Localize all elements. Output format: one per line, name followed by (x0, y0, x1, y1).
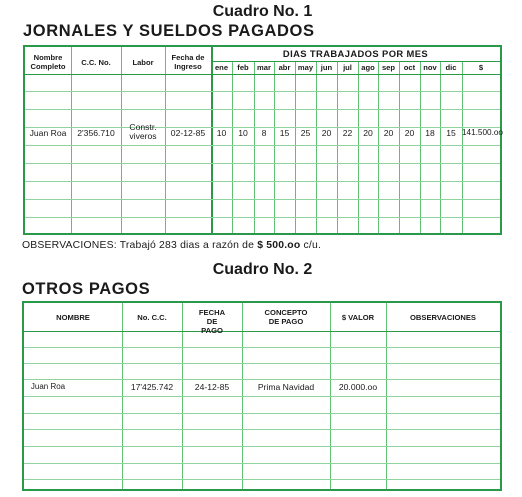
month-divider (337, 61, 338, 233)
row-line (25, 181, 500, 182)
month-divider (420, 61, 421, 233)
observaciones-amount: $ 500.oo (257, 240, 301, 251)
row-line (24, 463, 500, 464)
header-concepto: CONCEPTO DE PAGO (264, 308, 308, 326)
row-fecha: 24-12-85 (194, 382, 230, 392)
row-line (25, 145, 500, 146)
otros-pagos-table (22, 301, 502, 491)
header-line (211, 61, 500, 62)
row-valor: 20.000.oo (338, 382, 378, 392)
month-header: nov (423, 63, 437, 72)
header-line (24, 331, 500, 332)
header-dias: DIAS TRABAJADOS POR MES (282, 48, 429, 59)
header-line (25, 74, 500, 75)
header-nombre: Nombre Completo (30, 53, 66, 71)
cuadro-1-title: JORNALES Y SUELDOS PAGADOS (23, 22, 315, 40)
month-header: sep (381, 63, 396, 72)
row-line (24, 347, 500, 348)
row-dias: 18 (425, 128, 435, 138)
row-cc: 17'425.742 (130, 382, 174, 392)
row-labor: Constr. viveros (129, 122, 157, 141)
row-dias: 15 (446, 128, 456, 138)
row-dias: 20 (383, 128, 394, 138)
observaciones-label: OBSERVACIONES: (22, 240, 117, 251)
month-divider (358, 61, 359, 233)
month-header: abr (278, 63, 291, 72)
row-dias: 20 (363, 128, 373, 138)
month-divider (254, 61, 255, 233)
row-line (24, 429, 500, 430)
header-nombre: NOMBRE (56, 313, 90, 322)
row-line (25, 91, 500, 92)
row-fecha: 02-12-85 (170, 128, 206, 138)
row-line (24, 363, 500, 364)
month-divider (316, 61, 317, 233)
row-line (25, 199, 500, 200)
header-fecha: FECHA DE PAGO (198, 308, 226, 335)
row-dias: 25 (300, 128, 311, 138)
month-divider (440, 61, 441, 233)
row-dias: 22 (342, 128, 353, 138)
row-dias: 10 (238, 128, 248, 138)
header-cc: No. C.C. (137, 313, 167, 322)
header-cc: C.C. No. (81, 58, 111, 67)
month-divider (295, 61, 296, 233)
header-fecha: Fecha de Ingreso (171, 53, 205, 71)
observaciones-suffix: c/u. (303, 240, 322, 251)
header-valor: $ VALOR (341, 313, 375, 322)
row-dias: 8 (261, 128, 267, 138)
header-labor: Labor (132, 58, 154, 67)
row-line (24, 413, 500, 414)
cuadro-2-caption: Cuadro No. 2 (212, 261, 313, 278)
month-header: feb (237, 63, 249, 72)
observaciones-line (22, 240, 321, 251)
row-cc: 2'356.710 (77, 128, 115, 138)
jornales-table (23, 45, 502, 235)
month-header: $ (478, 63, 484, 72)
month-divider (399, 61, 400, 233)
cuadro-1-caption: Cuadro No. 1 (212, 3, 313, 20)
row-dias: 10 (216, 128, 227, 138)
month-divider (378, 61, 379, 233)
month-divider (232, 61, 233, 233)
row-line (25, 217, 500, 218)
row-dias: 20 (321, 128, 332, 138)
month-divider (274, 61, 275, 233)
month-header: mar (257, 63, 271, 72)
month-header: jun (320, 63, 333, 72)
month-divider (462, 61, 463, 233)
row-nombre: Juan Roa (29, 128, 67, 138)
row-line (25, 163, 500, 164)
row-nombre: Juan Roa (30, 382, 66, 391)
row-line (24, 446, 500, 447)
row-concepto: Prima Navidad (257, 382, 315, 392)
month-header: jul (343, 63, 352, 72)
month-header: ene (214, 63, 229, 72)
cuadro-2-title: OTROS PAGOS (22, 280, 151, 298)
row-line (24, 396, 500, 397)
row-total: 141.500.oo (462, 128, 503, 137)
row-line (24, 379, 500, 380)
month-header: may (297, 63, 314, 72)
month-header: oct (403, 63, 416, 72)
row-line (25, 109, 500, 110)
month-header: ago (361, 63, 375, 72)
row-dias: 15 (279, 128, 290, 138)
header-observaciones: OBSERVACIONES (410, 313, 476, 322)
row-line (24, 479, 500, 480)
row-dias: 20 (404, 128, 415, 138)
month-header: dic (445, 63, 457, 72)
observaciones-text: Trabajó 283 dias a razón de (119, 240, 255, 251)
